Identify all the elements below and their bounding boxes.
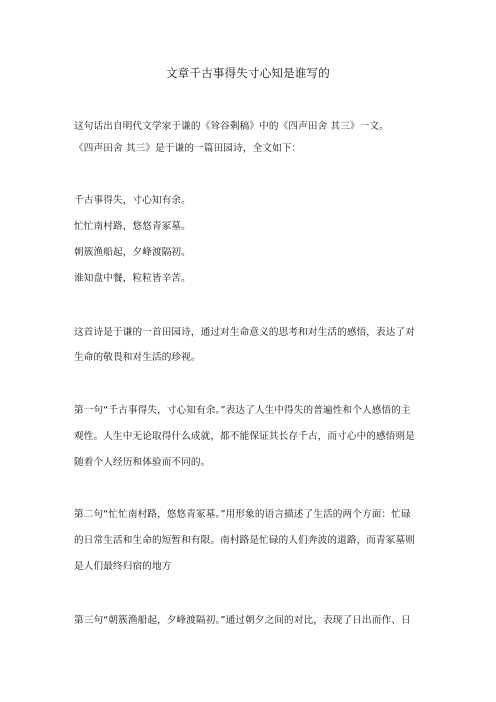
poem-line-2: 忙忙南村路，悠悠青冢墓。 [74, 221, 191, 232]
poem-line-3: 朝簇渔船起，夕峰渡隔初。 [74, 247, 191, 258]
para3-line-3: 是人们最终归宿的地方 [74, 561, 172, 572]
intro-line-1: 这句话出自明代文学家于谦的《耸谷剩稿》中的《四声田舍 其三》一文。 [74, 121, 389, 132]
para1-line-1: 这首诗是于谦的一首田园诗，通过对生命意义的思考和对生活的感悟，表达了对 [74, 327, 416, 338]
poem-line-1: 千古事得失，寸心知有余。 [74, 195, 191, 206]
para2-line-2: 观性。人生中无论取得什么成就，都不能保证其长存千古，而寸心中的感悟则是 [74, 431, 416, 442]
para2-line-1: 第一句“千古事得失，寸心知有余。”表达了人生中得失的普遍性和个人感悟的主 [74, 405, 411, 416]
para1-line-2: 生命的敬畏和对生活的珍视。 [74, 352, 201, 363]
para2-line-3: 随着个人经历和体验而不同的。 [74, 457, 211, 468]
para3-line-2: 的日常生活和生命的短暂和有限。南村路是忙碌的人们奔波的道路，而青冢墓则 [74, 535, 416, 546]
poem-line-4: 谁知盘中餐，粒粒皆辛苦。 [74, 273, 191, 284]
para3-line-1: 第二句“忙忙南村路，悠悠青冢墓。”用形象的语言描述了生活的两个方面：忙碌 [74, 509, 411, 520]
para4-line-1: 第三句“朝簇渔船起，夕峰渡隔初。”通过朝夕之间的对比，表现了日出而作、日 [74, 615, 411, 626]
intro-line-2: 《四声田舍 其三》是于谦的一篇田园诗，全文如下： [74, 143, 302, 154]
document-title: 文章千古事得失寸心知是谁写的 [166, 66, 330, 80]
